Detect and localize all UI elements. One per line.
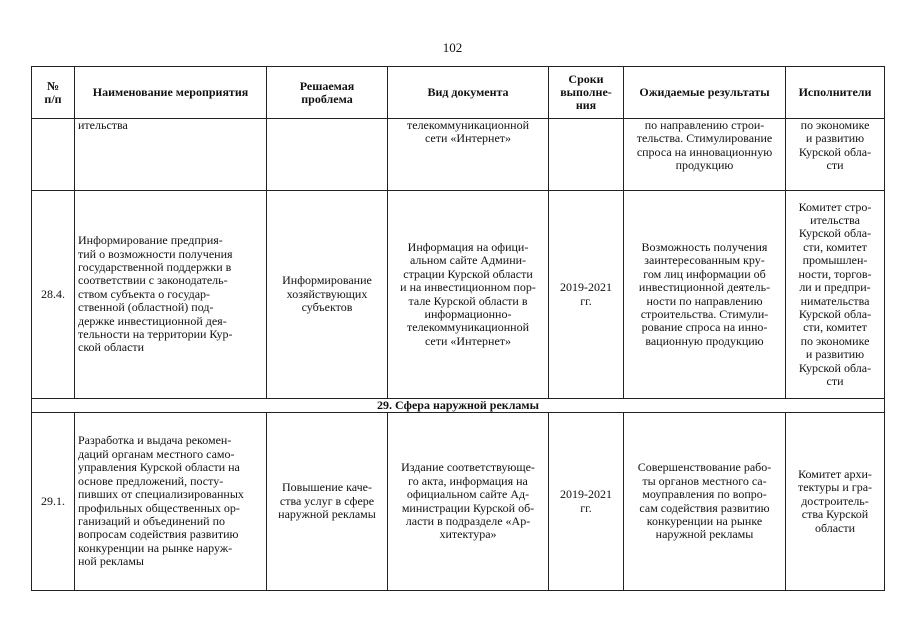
cell-executors: по экономике и развитию Курской обла- сти <box>786 119 885 191</box>
table-row <box>32 413 885 591</box>
page-number: 102 <box>442 40 463 55</box>
cell-deadline: 2019-2021 гг. <box>549 413 624 591</box>
cell-executors: Комитет стро- ительства Курской обла- сти, комитет промышлен- ности, торгов- ли и предпри- нимательства Курской обла- сти, комитет по экономике и развитию Курской обла- сти <box>786 191 885 399</box>
header-results: Ожидаемые результаты <box>624 67 786 119</box>
table-row <box>32 191 885 399</box>
header-executors: Исполнители <box>786 67 885 119</box>
cell-results: Возможность получения заинтересованным кру- гом лиц информации об инвестиционной деятель- ности по направлению строительства. Стимули- рование спроса на инно- вационную продукцию <box>624 191 786 399</box>
measures-table <box>31 66 885 591</box>
cell-problem <box>267 119 388 191</box>
section-title: 29. Сфера наружной рекламы <box>32 399 885 413</box>
cell-results: по направлению строи- тельства. Стимулирование спроса на инновационную продукцию <box>624 119 786 191</box>
header-deadline: Сроки выполне- ния <box>549 67 624 119</box>
table-row <box>32 119 885 191</box>
cell-num: 28.4. <box>32 191 75 399</box>
cell-deadline: 2019-2021 гг. <box>549 191 624 399</box>
cell-doc-type: телекоммуникационной сети «Интернет» <box>388 119 549 191</box>
cell-name: Информирование предприя- тий о возможности получения государственной поддержки в соответствии с законодатель- ством субъекта о государ- ственной (областной) под- держке инвестиционной дея- тельности на территории Кур- ской области <box>75 191 267 399</box>
header-num: № п/п <box>32 67 75 119</box>
cell-deadline <box>549 119 624 191</box>
header-doc-type: Вид документа <box>388 67 549 119</box>
section-heading-row <box>32 399 885 413</box>
cell-executors: Комитет архи- тектуры и гра- достроитель- ства Курской области <box>786 413 885 591</box>
cell-name: ительства <box>75 119 267 191</box>
table-header-row <box>32 67 885 119</box>
cell-name: Разработка и выдача рекомен- даций органам местного само- управления Курской области на основе предложений, посту- пивших от специализированных профильных общественных ор- ганизаций и объединений по вопросам содействия развитию конкуренции на рынке наруж- ной рекламы <box>75 413 267 591</box>
header-name: Наименование мероприятия <box>75 67 267 119</box>
cell-problem: Повышение каче- ства услуг в сфере наружной рекламы <box>267 413 388 591</box>
cell-problem: Информирование хозяйствующих субъектов <box>267 191 388 399</box>
header-problem: Решаемая проблема <box>267 67 388 119</box>
cell-doc-type: Информация на офици- альном сайте Админи- страции Курской области и на инвестиционном пор- тале Курской области в информационно- телекоммуникационной сети «Интернет» <box>388 191 549 399</box>
cell-results: Совершенствование рабо- ты органов местного са- моуправления по вопро- сам содействия развитию конкуренции на рынке наружной рекламы <box>624 413 786 591</box>
cell-num <box>32 119 75 191</box>
cell-num: 29.1. <box>32 413 75 591</box>
cell-doc-type: Издание соответствующе- го акта, информация на официальном сайте Ад- министрации Курской об- ласти в подразделе «Ар- хитектура» <box>388 413 549 591</box>
